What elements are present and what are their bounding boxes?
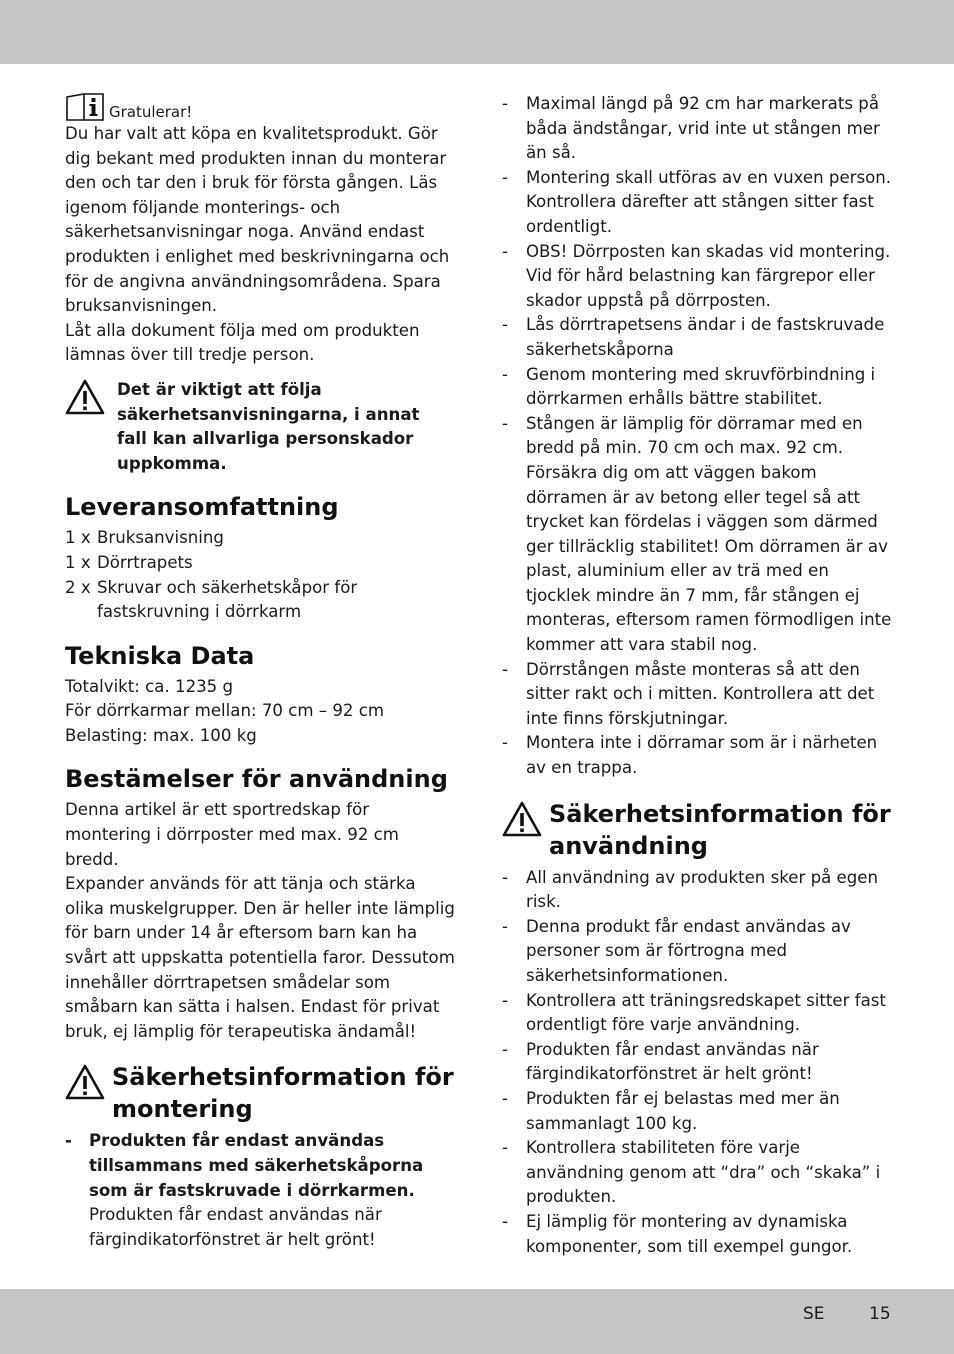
mount-bold-list xyxy=(65,1129,455,1252)
scope-qty: 1 x xyxy=(65,528,91,548)
list-item: - Genom montering med skruvförbindning i dörrkarmen erhålls bättre stabilitet. xyxy=(502,363,894,412)
use-heading: Säkerhetsinformation för användning xyxy=(549,799,891,860)
list-item: - Dörrstången måste monteras så att den sitter rakt och i mitten. Kontrollera att det inte finns förskjutningar. xyxy=(502,658,894,732)
mount-normal-text: Produkten får endast användas när färgindikatorfönstret är helt grönt! xyxy=(89,1205,382,1249)
scope-item xyxy=(65,551,455,576)
list-item xyxy=(65,1129,455,1252)
use-list xyxy=(502,866,894,1260)
list-item: - Denna produkt får endast användas av personer som är förtrogna med säkerhetsinformationen. xyxy=(502,915,894,989)
tech-heading: Tekniska Data xyxy=(65,641,255,670)
list-item: - Kontrollera att träningsredskapet sitter fast ordentligt före varje användning. xyxy=(502,989,894,1038)
info-book-icon xyxy=(65,92,105,122)
scope-qty: 2 x xyxy=(65,577,91,597)
mount-list xyxy=(502,92,894,781)
language-code: SE xyxy=(803,1304,825,1324)
scope-item xyxy=(65,526,455,551)
list-item: - Stången är lämplig för dörramar med en bredd på min. 70 cm och max. 92 cm. Försäkra dig om att väggen bakom dörramen är av betong eller tegel så att trycket kan fördelas i väggen som därmed ger tillräcklig stabilitet! Om dörramen är av plast, aluminium eller av trä med en tjocklek mindre än 7 mm, får stången ej monteras, eftersom ramen förmodligen inte kommer att vara stabil nog. xyxy=(502,412,894,658)
list-item: - Produkten får endast användas när färgindikatorfönstret är helt grönt! xyxy=(502,1038,894,1087)
warning-triangle-icon xyxy=(65,1064,105,1100)
list-item: - Montering skall utföras av en vuxen person. Kontrollera därefter att stången sitter fast ordentligt. xyxy=(502,166,894,240)
list-item: - OBS! Dörrposten kan skadas vid montering. Vid för hård belastning kan färgrepor eller skador uppstå på dörrposten. xyxy=(502,240,894,314)
scope-item xyxy=(65,576,455,625)
use-heading-block xyxy=(502,798,894,862)
mount-heading-block xyxy=(65,1061,455,1125)
scope-text: Dörrtrapets xyxy=(97,552,193,572)
intro-title: Gratulerar! xyxy=(109,103,193,121)
right-column xyxy=(502,92,894,1259)
scope-text: Bruksanvisning xyxy=(97,528,224,548)
tech-line: Totalvikt: ca. 1235 g xyxy=(65,676,234,696)
tech-line: Belasting: max. 100 kg xyxy=(65,725,257,745)
scope-text: Skruvar och säkerhetskåpor för fastskruvning i dörrkarm xyxy=(97,577,358,622)
list-item: - Ej lämplig för montering av dynamiska komponenter, som till exempel gungor. xyxy=(502,1210,894,1259)
warning-triangle-icon xyxy=(502,801,542,837)
scope-qty: 1 x xyxy=(65,552,91,572)
warning-text: Det är viktigt att följa säkerhetsanvisningarna, i annat fall kan allvarliga personskador uppkomma. xyxy=(117,379,420,473)
mount-heading: Säkerhetsinformation för montering xyxy=(112,1063,454,1124)
list-item: - Maximal längd på 92 cm har markerats på båda ändstångar, vrid inte ut stången mer än så. xyxy=(502,92,894,166)
warning-triangle-icon xyxy=(65,379,105,415)
left-column xyxy=(65,92,455,1252)
list-item: - Montera inte i dörramar som är i närheten av en trappa. xyxy=(502,731,894,780)
intro-text-2: Låt alla dokument följa med om produkten lämnas över till tredje person. xyxy=(65,320,420,365)
tech-line: För dörrkarmar mellan: 70 cm – 92 cm xyxy=(65,701,385,721)
purpose-paragraph-2: Expander används för att tänja och stärka olika muskelgrupper. Den är heller inte lämplig för barn under 14 år eftersom barn kan ha svårt att uppskatta potentiella faror. Dessutom innehåller dörrtrapetsen smådelar som småbarn kan sätta i halsen. Endast för privat bruk, ej lämplig för terapeutiska ändamål! xyxy=(65,874,455,1041)
safety-warning xyxy=(65,378,455,476)
list-item: - All användning av produkten sker på egen risk. xyxy=(502,866,894,915)
list-item: - Kontrollera stabiliteten före varje användning genom att “dra” och “skaka” i produkten. xyxy=(502,1136,894,1210)
header-bar xyxy=(0,0,954,64)
list-item: - Lås dörrtrapetsens ändar i de fastskruvade säkerhetskåporna xyxy=(502,313,894,362)
purpose-heading: Bestämelser för användning xyxy=(65,765,448,794)
mount-bold-text: Produkten får endast användas tillsammans med säkerhetskåporna som är fastskruvade i dörrkarmen. xyxy=(89,1131,424,1200)
intro-text: Du har valt att köpa en kvalitetsprodukt. Gör dig bekant med produkten innan du monterar den och tar den i bruk för första gången. Läs igenom följande monterings- och säkerhetsanvisningar noga. Använd endast produkten i enlighet med beskrivningarna och för de angivna användningsområdena. Spara bruksanvisningen. xyxy=(65,124,450,316)
list-item: - Produkten får ej belastas med mer än sammanlagt 100 kg. xyxy=(502,1087,894,1136)
page-number: 15 xyxy=(869,1304,891,1324)
purpose-paragraph-1: Denna artikel är ett sportredskap för montering i dörrposter med max. 92 cm bredd. xyxy=(65,800,399,869)
scope-list xyxy=(65,526,455,624)
scope-heading: Leveransomfattning xyxy=(65,493,339,522)
intro-title-line xyxy=(65,92,455,122)
